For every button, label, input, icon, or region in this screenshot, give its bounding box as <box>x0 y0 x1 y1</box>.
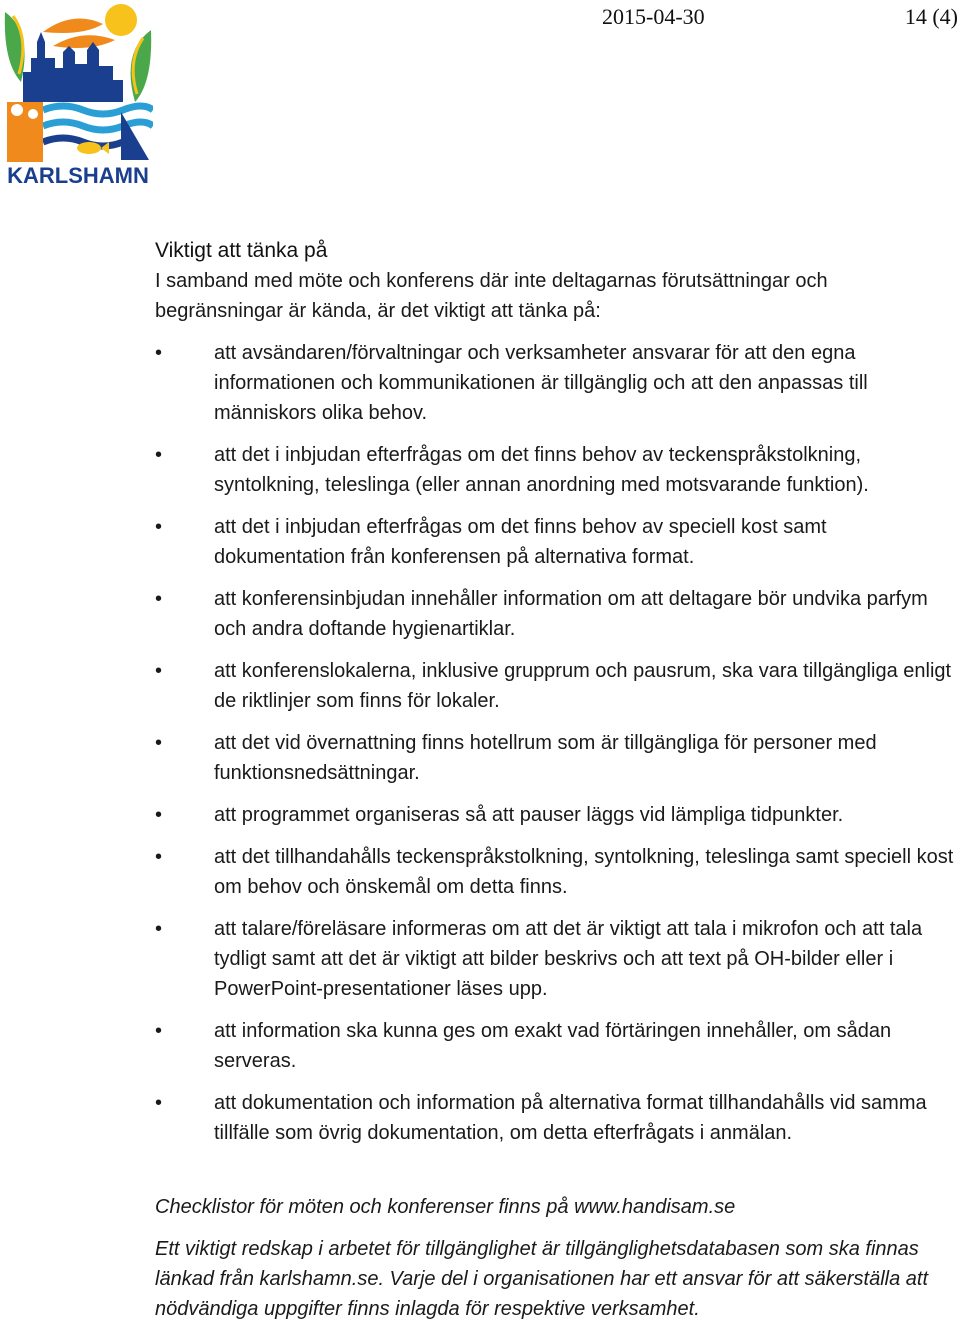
list-item-text: att det i inbjudan efterfrågas om det finns behov av teckenspråkstolkning, syntolkning, teleslinga (eller annan anordning med motsvarande funktion). <box>214 444 869 496</box>
database-note: Ett viktigt redskap i arbetet för tillgänglighet är tillgänglighetsdatabasen som ska finnas länkad från karlshamn.se. Varje del i organisationen har ett ansvar för att säkerställa att nödvändiga uppgifter finns inlagda för respektive verksamhet. <box>155 1238 928 1320</box>
list-item-text: att det vid övernattning finns hotellrum som är tillgängliga för personer med funktionsnedsättningar. <box>214 732 877 784</box>
list-item-text: att avsändaren/förvaltningar och verksamheter ansvarar för att den egna informationen och kommunikationen är tillgänglig och att den anpassas till människors olika behov. <box>214 342 868 424</box>
list-item <box>155 842 957 902</box>
bullet-icon: • <box>155 1020 163 1042</box>
list-item <box>155 440 957 500</box>
list-item-text: att det i inbjudan efterfrågas om det finns behov av speciell kost samt dokumentation från konferensen på alternativa format. <box>214 516 827 568</box>
list-item <box>155 914 957 1004</box>
list-item <box>155 338 957 428</box>
bullet-icon: • <box>155 444 163 466</box>
bullet-icon: • <box>155 732 163 754</box>
bullet-icon: • <box>155 588 163 610</box>
karlshamn-logo <box>3 2 153 187</box>
list-item-text: att information ska kunna ges om exakt vad förtäringen innehåller, om sådan serveras. <box>214 1020 892 1072</box>
page-number: 14 (4) <box>904 4 958 29</box>
bullet-icon: • <box>155 342 163 364</box>
list-item <box>155 512 957 572</box>
logo-text: KARLSHAMN <box>7 163 149 187</box>
list-item-text: att konferensinbjudan innehåller information om att deltagare bör undvika parfym och andra doftande hygienartiklar. <box>214 588 928 640</box>
list-item-text: att programmet organiseras så att pauser läggs vid lämpliga tidpunkter. <box>214 804 844 826</box>
list-item-text: att dokumentation och information på alternativa format tillhandahålls vid samma tillfälle som övrig dokumentation, om detta efterfrågats i anmälan. <box>214 1092 927 1144</box>
list-item <box>155 1016 957 1076</box>
list-item-text: att konferenslokalerna, inklusive grupprum och pausrum, ska vara tillgängliga enligt de riktlinjer som finns för lokaler. <box>214 660 952 712</box>
list-item <box>155 728 957 788</box>
bullet-icon: • <box>155 918 163 940</box>
list-item-text: att det tillhandahålls teckenspråkstolkning, syntolkning, teleslinga samt speciell kost om behov och önskemål om detta finns. <box>214 846 954 898</box>
list-item <box>155 800 957 830</box>
list-item <box>155 584 957 644</box>
list-item-text: att talare/föreläsare informeras om att det är viktigt att tala i mikrofon och att tala tydligt samt att det är viktigt att bilder beskrivs och att text på OH-bilder eller i PowerPoint-presentationer läses upp. <box>214 918 923 1000</box>
main-content <box>155 236 957 1336</box>
section-heading: Viktigt att tänka på <box>155 239 328 262</box>
intro-paragraph: I samband med möte och konferens där inte deltagarnas förutsättningar och begränsningar är kända, är det viktigt att tänka på: <box>155 270 828 322</box>
bullet-icon: • <box>155 846 163 868</box>
bullet-list <box>155 338 957 1148</box>
checklist-note: Checklistor för möten och konferenser finns på www.handisam.se <box>155 1196 736 1218</box>
bullet-icon: • <box>155 804 163 826</box>
document-date: 2015-04-30 <box>602 4 705 29</box>
list-item <box>155 656 957 716</box>
list-item <box>155 1088 957 1148</box>
footer-notes <box>155 1192 957 1324</box>
bullet-icon: • <box>155 660 163 682</box>
bullet-icon: • <box>155 516 163 538</box>
bullet-icon: • <box>155 1092 163 1114</box>
